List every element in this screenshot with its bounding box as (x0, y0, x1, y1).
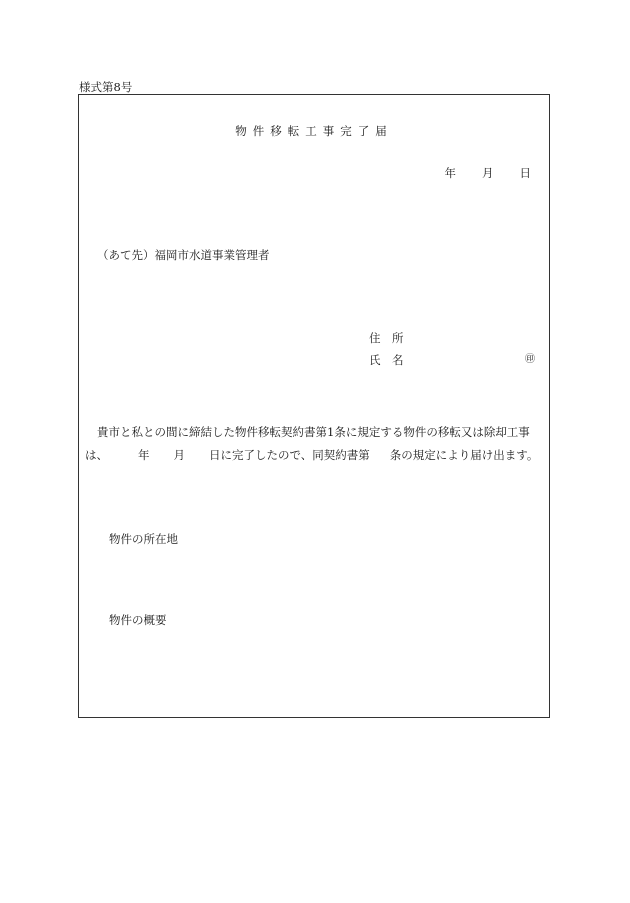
addressee: （あて先）福岡市水道事業管理者 (97, 248, 270, 262)
name-label: 氏 名 (369, 353, 404, 367)
body-line2-part2: 日に完了したので、同契約書第 (209, 448, 370, 462)
form-box (78, 94, 550, 718)
seal-mark: ㊞ (525, 354, 535, 365)
body-line2-year: 年 (138, 448, 150, 462)
body-line2-month: 月 (173, 448, 185, 462)
date-year-label: 年 (444, 166, 456, 180)
applicant-block (369, 327, 535, 371)
body-line-2 (85, 444, 547, 467)
name-row (369, 349, 535, 371)
address-label: 住 所 (369, 331, 404, 345)
body-line2-part3: 条の規定により届け出ます。 (389, 448, 539, 462)
form-number: 様式第8号 (79, 80, 133, 94)
date-line (445, 165, 532, 181)
location-label: 物件の所在地 (109, 532, 178, 546)
address-row (369, 327, 535, 349)
summary-label: 物件の概要 (109, 613, 167, 627)
body-text (85, 421, 547, 467)
body-line-1: 貴市と私との間に締結した物件移転契約書第1条に規定する物件の移転又は除却工事 (97, 425, 530, 439)
form-title: 物件移転工事完了届 (235, 124, 393, 138)
body-line2-part1: は、 (85, 448, 108, 462)
date-day-label: 日 (519, 166, 531, 180)
date-month-label: 月 (482, 166, 494, 180)
